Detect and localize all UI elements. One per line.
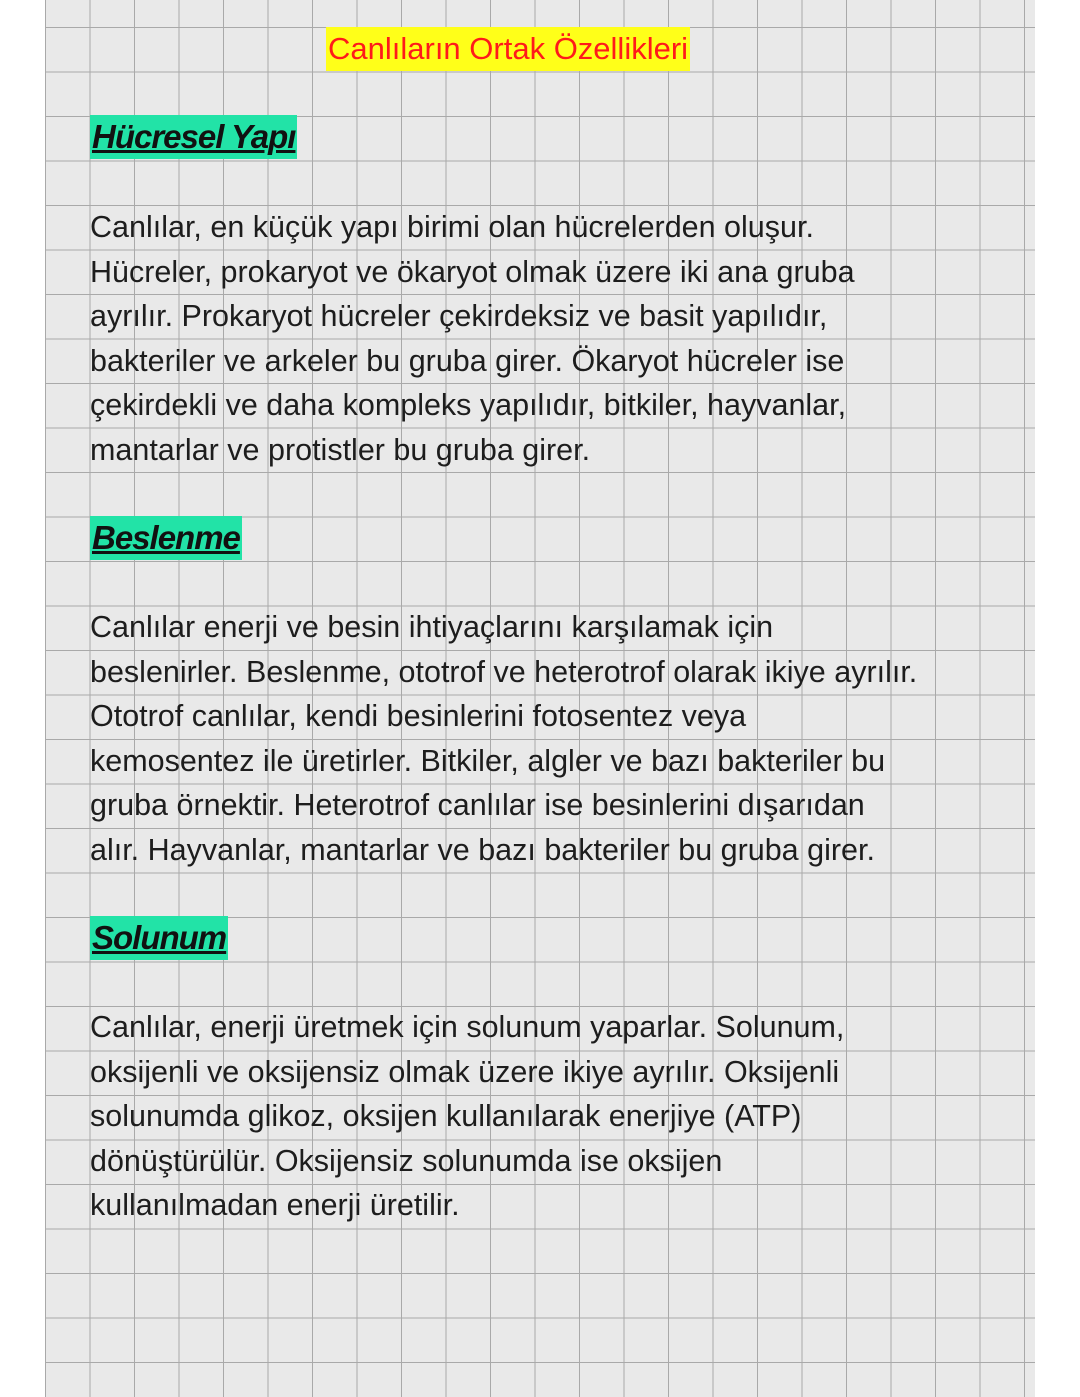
paragraph-line: solunumda glikoz, oksijen kullanılarak enerjiye (ATP) bbox=[90, 1099, 802, 1133]
paragraph-line: gruba örnektir. Heterotrof canlılar ise besinlerini dışarıdan bbox=[90, 788, 865, 822]
paragraph-line: kullanılmadan enerji üretilir. bbox=[90, 1188, 460, 1222]
paragraph-line: bakteriler ve arkeler bu gruba girer. Ökaryot hücreler ise bbox=[90, 343, 845, 378]
section-heading-beslenme: Beslenme bbox=[90, 516, 242, 560]
paragraph-line: çekirdekli ve daha kompleks yapılıdır, bitkiler, hayvanlar, bbox=[90, 388, 847, 422]
paragraph-line: Canlılar, en küçük yapı birimi olan hücrelerden oluşur. bbox=[90, 210, 814, 244]
section-paragraph-solunum bbox=[90, 1005, 844, 1228]
paragraph-line: Hücreler, prokaryot ve ökaryot olmak üzere iki ana gruba bbox=[90, 254, 855, 289]
paragraph-line: dönüştürülür. Oksijensiz solunumda ise oksijen bbox=[90, 1143, 723, 1178]
paragraph-line: Ototrof canlılar, kendi besinlerini fotosentez veya bbox=[90, 699, 747, 733]
section-heading-hucresel-yapi: Hücresel Yapı bbox=[90, 115, 297, 159]
paragraph-line: oksijenli ve oksijensiz olmak üzere ikiye ayrılır. Oksijenli bbox=[90, 1054, 840, 1089]
paragraph-line: alır. Hayvanlar, mantarlar ve bazı bakteriler bu gruba girer. bbox=[90, 832, 875, 867]
paragraph-line: ayrılır. Prokaryot hücreler çekirdeksiz ve basit yapılıdır, bbox=[90, 299, 828, 333]
paragraph-line: Canlılar enerji ve besin ihtiyaçlarını karşılamak için bbox=[90, 610, 774, 644]
paragraph-line: beslenirler. Beslenme, ototrof ve heterotrof olarak ikiye ayrılır. bbox=[90, 654, 918, 689]
section-paragraph-beslenme bbox=[90, 605, 917, 872]
paragraph-line: Canlılar, enerji üretmek için solunum yaparlar. Solunum, bbox=[90, 1010, 845, 1044]
section-paragraph-hucresel-yapi bbox=[90, 205, 855, 472]
page-title: Canlıların Ortak Özellikleri bbox=[326, 27, 690, 71]
section-heading-solunum: Solunum bbox=[90, 916, 228, 960]
paragraph-line: kemosentez ile üretirler. Bitkiler, algler ve bazı bakteriler bu bbox=[90, 743, 886, 778]
paragraph-line: mantarlar ve protistler bu gruba girer. bbox=[90, 432, 591, 467]
